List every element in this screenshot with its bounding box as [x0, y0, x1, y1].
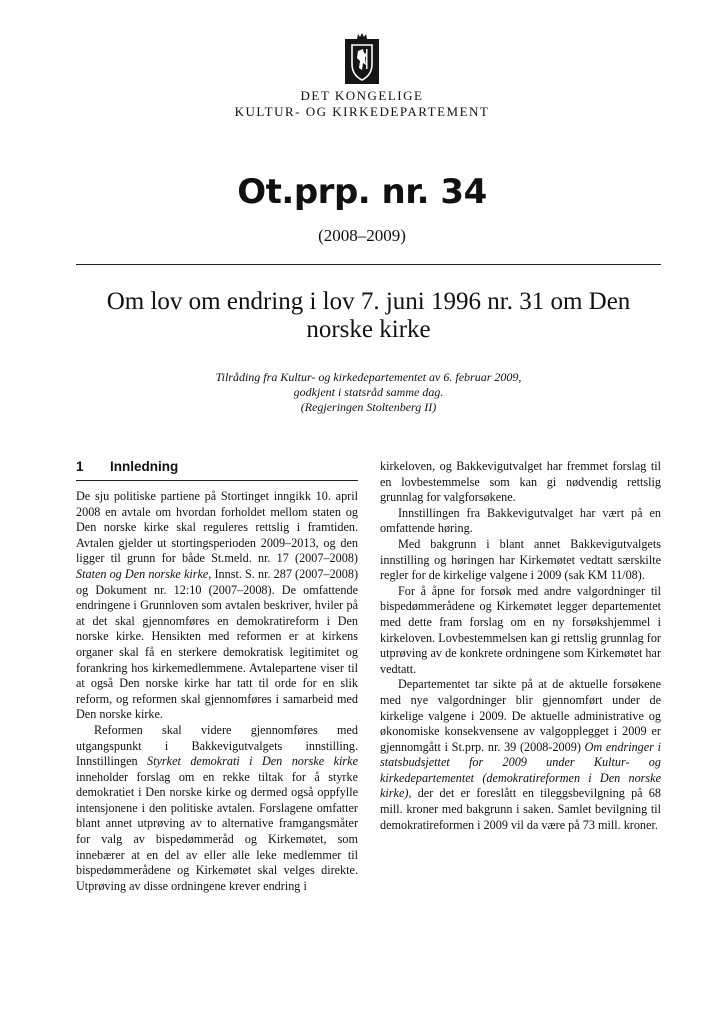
approval-line-3: (Regjeringen Stoltenberg II) [300, 400, 437, 414]
norwegian-coat-of-arms-icon [344, 33, 380, 85]
paragraph-6-text-b: , der det er foreslått en tileggsbevilgning på 68 mill. kroner med bakgrunn i saken. Samlet bevilgning til demokratireformen i 2009 vil da være på 73 mill. kroner. [380, 786, 661, 832]
document-session: (2008–2009) [318, 226, 406, 245]
approval-line-1: Tilråding fra Kultur- og kirkedepartementet av 6. februar 2009, [215, 370, 522, 384]
paragraph-2-continued: kirkeloven, og Bakkevigutvalget har fremmet forslag til en lovbestemmelse som kan gi nødvendig rettslig grunnlag for valgforsøkene. [380, 459, 661, 505]
paragraph-4: Med bakgrunn i blant annet Bakkevigutvalgets innstilling og høringen har Kirkemøtet vedtatt særskilte regler for de kirkelige valgene i 2009 (sak KM 11/08). [380, 536, 661, 583]
paragraph-2-text-b: inneholder forslag om en rekke tiltak for å styrke demokratiet i Den norske kirke og dermed også oppfylle intensjonene i den politiske avtalen. Forslagene omfatter blant annet utprøving av to alternative framgangsmåter for valg av bispedømmeråd og Kirkemøtet, som innebærer at en del av eller alle leke medlemmer til bispedømmerådene og Kirkemøtet skal velges direkte. Utprøving av disse ordningene krever endring i [76, 769, 358, 893]
left-column [76, 489, 358, 894]
paragraph-6-citation: Om endringer i statsbudsjettet for 2009 under Kultur- og kirkedepartementet (demokratireformen i Den norske kirke) [380, 739, 661, 801]
department-line-2: KULTUR- OG KIRKEDEPARTEMENT [234, 104, 490, 119]
title-divider [76, 264, 661, 265]
paragraph-2-text-a: Reformen skal videre gjennomføres med utgangspunkt i Bakkevigutvalgets innstilling. Innstillingen [76, 722, 358, 769]
department-name [0, 88, 724, 120]
paragraph-6 [380, 677, 661, 833]
section-rule [76, 480, 358, 481]
document-subject: Om lov om endring i lov 7. juni 1996 nr. 31 om Den norske kirke [106, 288, 631, 343]
paragraph-6-text-a: Departementet tar sikte på at de aktuelle forsøkene med nye valgordninger blir gjennomført under de kirkelige valgene i 2009. De aktuelle administrative og økonomiske konsekvensene av valgopplegget i 2009 er gjennomgått i St.prp. nr. 39 (2008-2009) [380, 677, 661, 754]
paragraph-5: For å åpne for forsøk med andre valgordninger til bispedømmerådene og Kirkemøtet legger departementet med dette fram forslag om en ny forsøkshjemmel i kirkeloven. Lovbestemmelsen kan gi rettslig grunnlag for utprøving av de konkrete ordningene som Kirkemøtet har vedtatt. [380, 583, 661, 676]
paragraph-1 [76, 489, 358, 723]
paragraph-1-citation: Staten og Den norske kirke, [76, 566, 212, 581]
department-line-1: DET KONGELIGE [300, 88, 424, 103]
section-number: 1 [76, 459, 84, 474]
paragraph-2-citation: Styrket demokrati i Den norske kirke [147, 754, 358, 769]
section-heading [76, 459, 358, 474]
approval-note [76, 370, 661, 415]
approval-line-2: godkjent i statsråd samme dag. [293, 385, 444, 399]
section-title: Innledning [110, 459, 179, 474]
right-column [380, 459, 661, 833]
paragraph-1-text-a: De sju politiske partiene på Stortinget inngikk 10. april 2008 en avtale om hvordan forholdet mellom staten og Den norske kirke skal reguleres rettslig i framtiden. Avtalen gjelder ut stortingsperioden 2009–2013, og den ligger til grunn for både St.meld. nr. 17 (2007–2008) [76, 489, 358, 566]
document-title: Ot.prp. nr. 34 [237, 172, 487, 212]
paragraph-3: Innstillingen fra Bakkevigutvalget har vært på en omfattende høring. [380, 505, 661, 536]
paragraph-1-text-b: Innst. S. nr. 287 (2007–2008) og Dokument nr. 12:10 (2007–2008). De omfattende endringene i Grunnloven som avtalen beskriver, hviler på at det skal gjennomføres en demokratireform i Den norske kirke. Hensikten med reformen er at kirkens organer skal få en sterkere demokratisk legitimitet og forankring hos kirkemedlemmene. Avtalepartene viser til at også Den norske kirke har tatt til orde for en slik reform, og reformen skal gjennomføres i samarbeid med Den norske kirke. [76, 566, 358, 722]
paragraph-2 [76, 723, 358, 895]
